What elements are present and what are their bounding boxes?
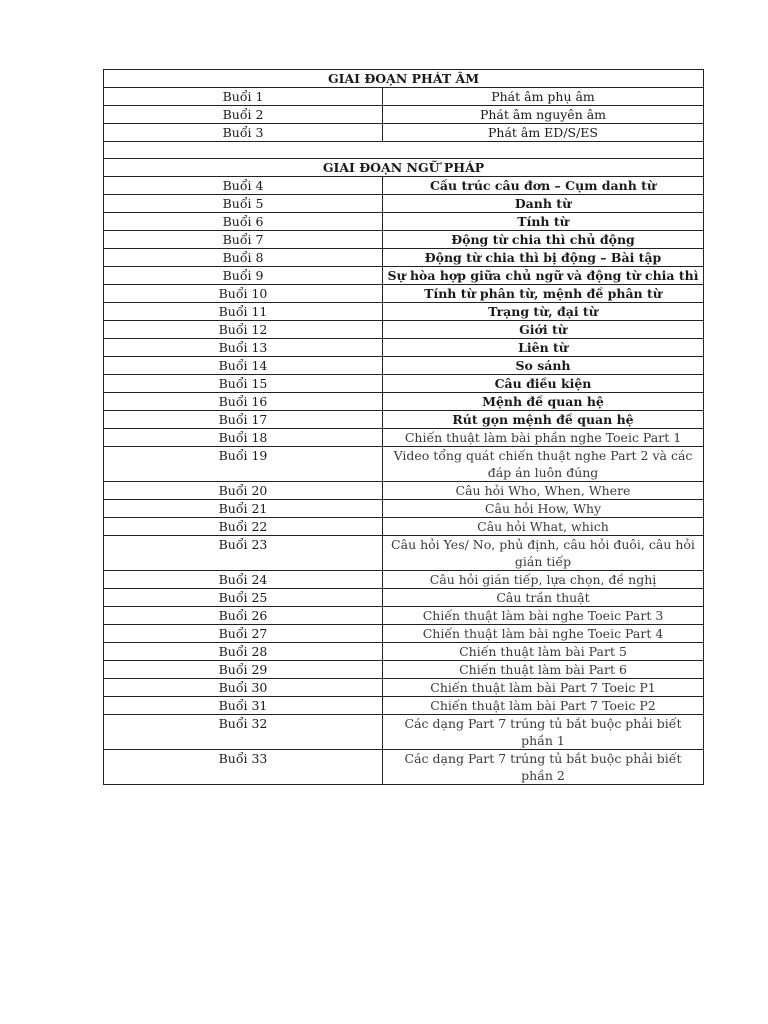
topic-cell: Phát âm phụ âm <box>383 88 704 106</box>
section-header-row <box>104 159 704 177</box>
table-row <box>104 321 704 339</box>
topic-cell: Chiến thuật làm bài Part 6 <box>383 661 704 679</box>
session-cell: Buổi 18 <box>104 429 383 447</box>
session-cell: Buổi 8 <box>104 249 383 267</box>
session-cell: Buổi 27 <box>104 625 383 643</box>
table-row <box>104 231 704 249</box>
topic-cell: Câu trần thuật <box>383 589 704 607</box>
session-cell: Buổi 25 <box>104 589 383 607</box>
table-row <box>104 661 704 679</box>
table-row <box>104 88 704 106</box>
session-cell: Buổi 2 <box>104 106 383 124</box>
table-row <box>104 267 704 285</box>
table-row <box>104 589 704 607</box>
session-cell: Buổi 22 <box>104 518 383 536</box>
session-cell: Buổi 14 <box>104 357 383 375</box>
topic-cell: So sánh <box>383 357 704 375</box>
topic-cell: Video tổng quát chiến thuật nghe Part 2 và các đáp án luôn đúng <box>383 447 704 482</box>
topic-cell: Trạng từ, đại từ <box>383 303 704 321</box>
session-cell: Buổi 1 <box>104 88 383 106</box>
table-row <box>104 518 704 536</box>
table-row <box>104 393 704 411</box>
table-row <box>104 571 704 589</box>
session-cell: Buổi 3 <box>104 124 383 142</box>
table-row <box>104 285 704 303</box>
topic-cell: Tính từ <box>383 213 704 231</box>
topic-cell: Câu hỏi Who, When, Where <box>383 482 704 500</box>
session-cell: Buổi 33 <box>104 750 383 785</box>
topic-cell: Chiến thuật làm bài Part 7 Toeic P2 <box>383 697 704 715</box>
table-row <box>104 679 704 697</box>
session-cell: Buổi 15 <box>104 375 383 393</box>
session-cell: Buổi 28 <box>104 643 383 661</box>
session-cell: Buổi 13 <box>104 339 383 357</box>
session-cell: Buổi 32 <box>104 715 383 750</box>
session-cell: Buổi 6 <box>104 213 383 231</box>
table-row <box>104 715 704 750</box>
spacer-row <box>104 142 704 159</box>
table-row <box>104 411 704 429</box>
topic-cell: Rút gọn mệnh đề quan hệ <box>383 411 704 429</box>
topic-cell: Các dạng Part 7 trúng tủ bắt buộc phải biết phần 1 <box>383 715 704 750</box>
topic-cell: Tính từ phân từ, mệnh đề phân từ <box>383 285 704 303</box>
topic-cell: Chiến thuật làm bài nghe Toeic Part 4 <box>383 625 704 643</box>
session-cell: Buổi 19 <box>104 447 383 482</box>
topic-cell: Câu điều kiện <box>383 375 704 393</box>
section-title-pronunciation: GIAI ĐOẠN PHÁT ÂM <box>104 70 704 88</box>
topic-cell: Câu hỏi gián tiếp, lựa chọn, đề nghị <box>383 571 704 589</box>
document-page <box>103 69 703 785</box>
topic-cell: Câu hỏi How, Why <box>383 500 704 518</box>
session-cell: Buổi 26 <box>104 607 383 625</box>
table-row <box>104 429 704 447</box>
table-row <box>104 106 704 124</box>
session-cell: Buổi 31 <box>104 697 383 715</box>
session-cell: Buổi 24 <box>104 571 383 589</box>
session-cell: Buổi 11 <box>104 303 383 321</box>
table-row <box>104 643 704 661</box>
table-row <box>104 536 704 571</box>
topic-cell: Động từ chia thì chủ động <box>383 231 704 249</box>
topic-cell: Chiến thuật làm bài nghe Toeic Part 3 <box>383 607 704 625</box>
table-row <box>104 447 704 482</box>
session-cell: Buổi 4 <box>104 177 383 195</box>
topic-cell: Liên từ <box>383 339 704 357</box>
table-row <box>104 195 704 213</box>
session-cell: Buổi 16 <box>104 393 383 411</box>
topic-cell: Phát âm nguyên âm <box>383 106 704 124</box>
session-cell: Buổi 5 <box>104 195 383 213</box>
session-cell: Buổi 23 <box>104 536 383 571</box>
topic-cell: Phát âm ED/S/ES <box>383 124 704 142</box>
table-row <box>104 482 704 500</box>
table-row <box>104 249 704 267</box>
session-cell: Buổi 30 <box>104 679 383 697</box>
session-cell: Buổi 7 <box>104 231 383 249</box>
table-row <box>104 375 704 393</box>
topic-cell: Sự hòa hợp giữa chủ ngữ và động từ chia thì <box>383 267 704 285</box>
schedule-table <box>103 69 704 785</box>
table-row <box>104 357 704 375</box>
topic-cell: Giới từ <box>383 321 704 339</box>
spacer-cell <box>104 142 704 159</box>
table-row <box>104 697 704 715</box>
section-title-grammar: GIAI ĐOẠN NGỮ PHÁP <box>104 159 704 177</box>
table-row <box>104 750 704 785</box>
topic-cell: Chiến thuật làm bài Part 5 <box>383 643 704 661</box>
table-row <box>104 177 704 195</box>
topic-cell: Câu hỏi Yes/ No, phủ định, câu hỏi đuôi, câu hỏi gián tiếp <box>383 536 704 571</box>
table-row <box>104 625 704 643</box>
topic-cell: Mệnh đề quan hệ <box>383 393 704 411</box>
session-cell: Buổi 10 <box>104 285 383 303</box>
topic-cell: Chiến thuật làm bài Part 7 Toeic P1 <box>383 679 704 697</box>
session-cell: Buổi 21 <box>104 500 383 518</box>
topic-cell: Câu hỏi What, which <box>383 518 704 536</box>
table-row <box>104 500 704 518</box>
session-cell: Buổi 12 <box>104 321 383 339</box>
table-row <box>104 124 704 142</box>
topic-cell: Động từ chia thì bị động – Bài tập <box>383 249 704 267</box>
session-cell: Buổi 20 <box>104 482 383 500</box>
table-row <box>104 607 704 625</box>
topic-cell: Cấu trúc câu đơn – Cụm danh từ <box>383 177 704 195</box>
table-row <box>104 303 704 321</box>
topic-cell: Danh từ <box>383 195 704 213</box>
table-row <box>104 339 704 357</box>
topic-cell: Các dạng Part 7 trúng tủ bắt buộc phải biết phần 2 <box>383 750 704 785</box>
table-row <box>104 213 704 231</box>
session-cell: Buổi 9 <box>104 267 383 285</box>
session-cell: Buổi 29 <box>104 661 383 679</box>
schedule-table-body <box>104 70 704 785</box>
section-header-row <box>104 70 704 88</box>
session-cell: Buổi 17 <box>104 411 383 429</box>
topic-cell: Chiến thuật làm bài phần nghe Toeic Part 1 <box>383 429 704 447</box>
